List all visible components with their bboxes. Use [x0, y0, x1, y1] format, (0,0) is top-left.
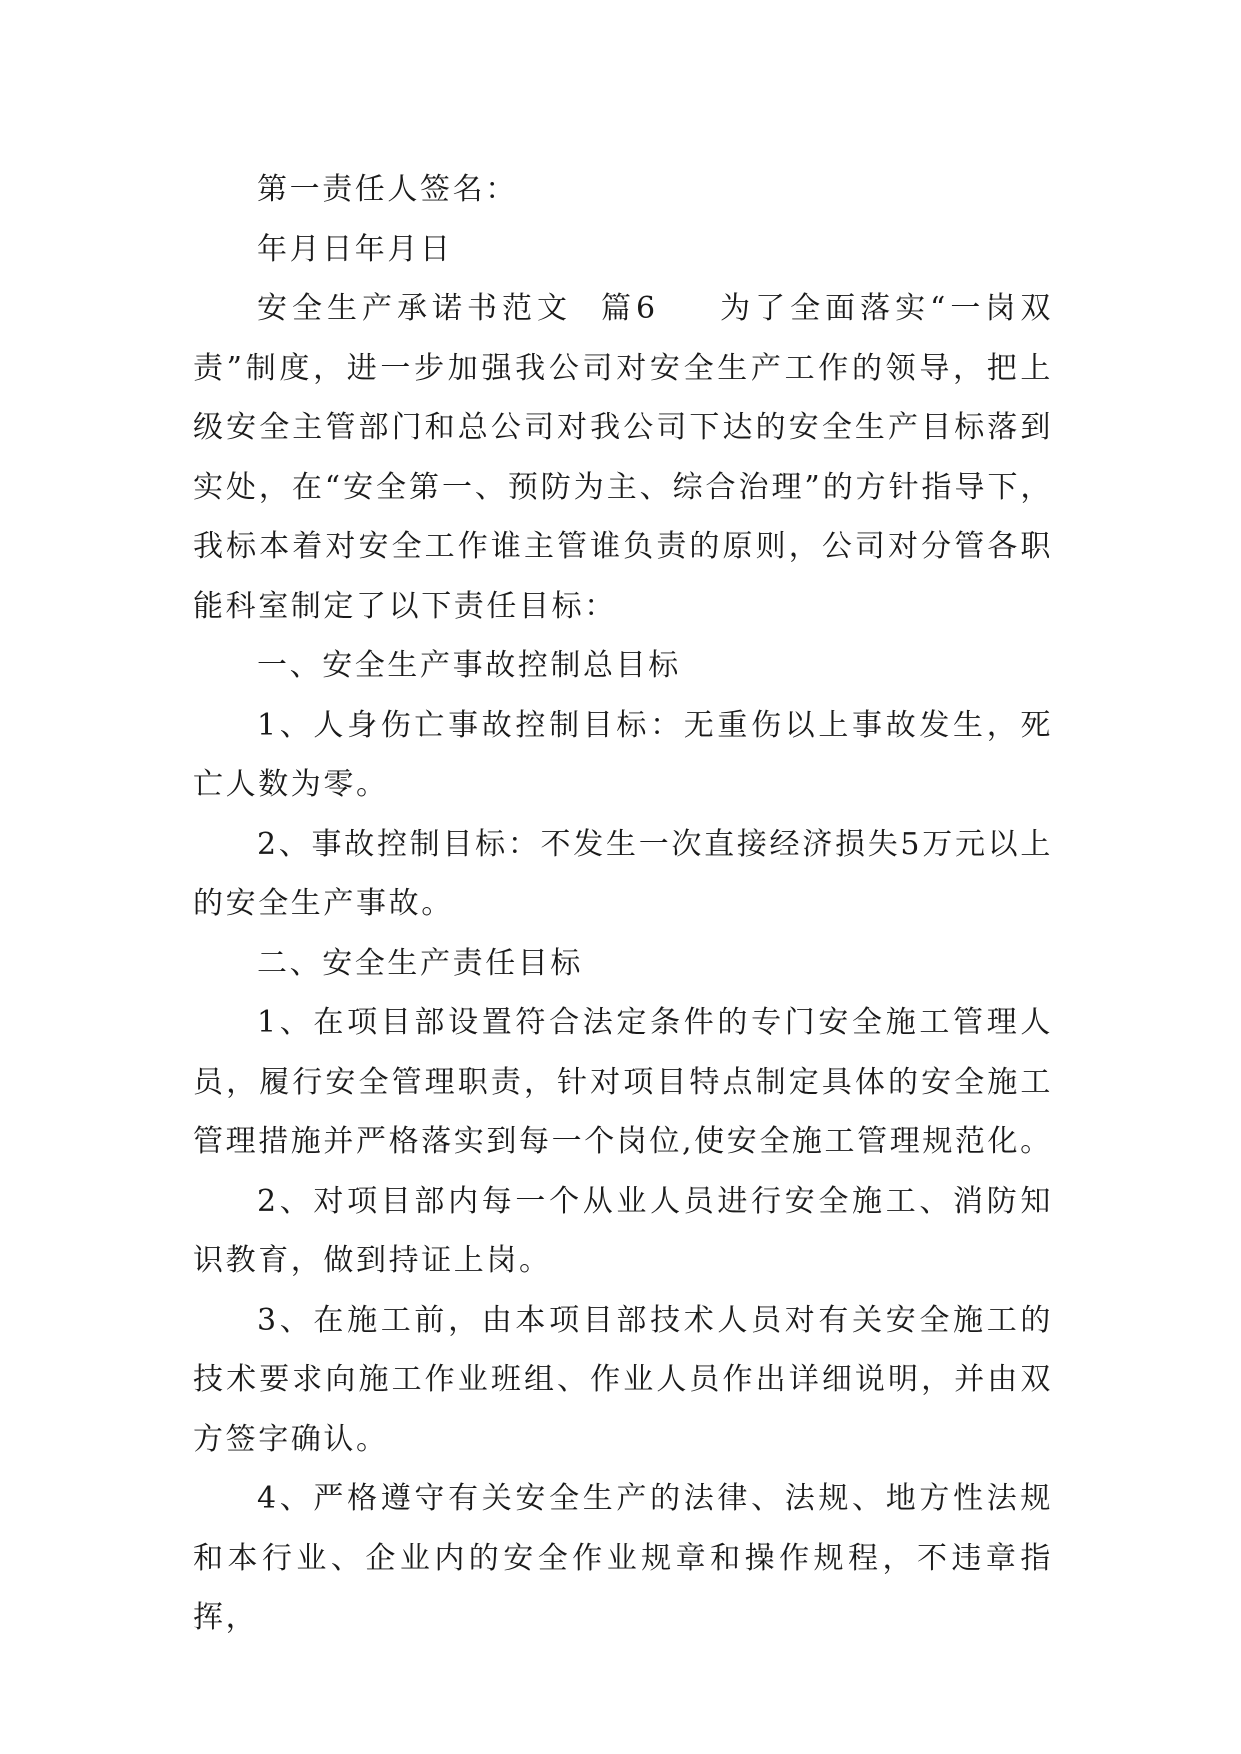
- article-section-number: 篇6: [601, 291, 658, 326]
- list-item: 1、在项目部设置符合法定条件的专门安全施工管理人员，履行安全管理职责，针对项目特点制定具体的安全施工管理措施并严格落实到每一个岗位,使安全施工管理规范化。: [193, 1005, 1053, 1159]
- document-body: [193, 160, 1053, 1648]
- section-heading-one: 一、安全生产事故控制总目标: [257, 648, 681, 683]
- article-intro-paragraph: [193, 279, 1053, 636]
- list-item: 2、对项目部内每一个从业人员进行安全施工、消防知识教育，做到持证上岗。: [193, 1183, 1053, 1278]
- date-line: 年月日年月日: [257, 231, 453, 267]
- signature-line: 第一责任人签名：: [257, 172, 518, 207]
- list-item: 1、人身伤亡事故控制目标：无重伤以上事故发生，死亡人数为零。: [193, 707, 1053, 802]
- intro-lead-text: 为了全面落实“一岗双责”: [193, 291, 1053, 386]
- article-title: 安全生产承诺书范文: [257, 291, 572, 326]
- list-item: 3、在施工前，由本项目部技术人员对有关安全施工的技术要求向施工作业班组、作业人员作出详细说明，并由双方签字确认。: [193, 1302, 1053, 1457]
- section-heading-two: 二、安全生产责任目标: [257, 945, 583, 981]
- list-item: 2、事故控制目标：不发生一次直接经济损失5万元以上的安全生产事故。: [193, 826, 1053, 921]
- list-item: 4、严格遵守有关安全生产的法律、法规、地方性法规和本行业、企业内的安全作业规章和操作规程，不违章指挥，: [193, 1481, 1053, 1635]
- intro-body-text: 制度，进一步加强我公司对安全生产工作的领导，把上级安全主管部门和总公司对我公司下达的安全生产目标落到实处，在“安全第一、预防为主、综合治理”的方针指导下，我标本着对安全工作谁主管谁负责的原则，公司对分管各职能科室制定了以下责任目标：: [193, 350, 1053, 624]
